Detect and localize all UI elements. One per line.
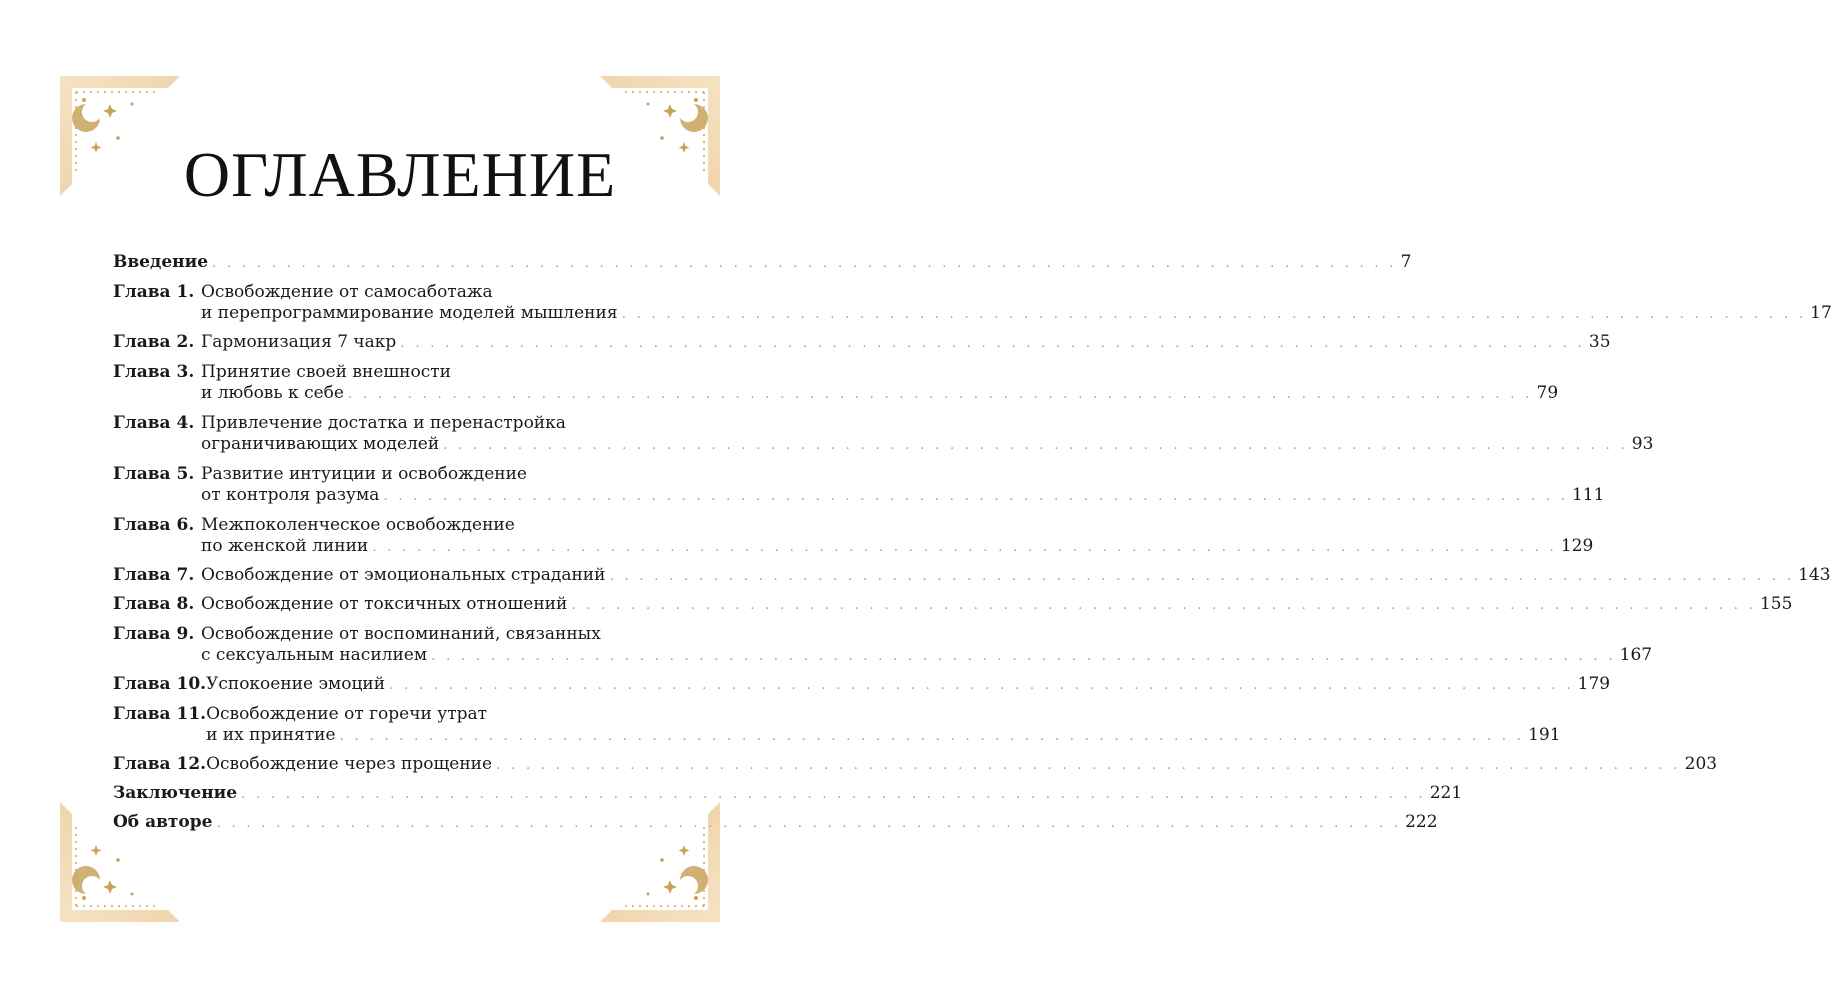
toc-entry-body xyxy=(201,515,1594,558)
leader-dots: . . . . . . . . . . . . . . . . . . . . . . . . . . . . . . . . . . . . . . . . . . . . . . . . . . . . . . . . . . . . . . . . . . . . . . . . . . . . . . . . xyxy=(609,568,1795,584)
toc-entry[interactable] xyxy=(113,812,1438,834)
toc-entry[interactable] xyxy=(113,624,1653,667)
toc-entry-body xyxy=(201,413,1654,456)
leader-dots: . . . . . . . . . . . . . . . . . . . . . . . . . . . . . . . . . . . . . . . . . . . . . . . . . . . . . . . . . . . . . . . . . . . . . . . . . . . . . . . . xyxy=(212,255,1397,271)
toc-entry[interactable] xyxy=(113,704,1561,747)
toc-entry-title-line: Освобождение от воспоминаний, связанных xyxy=(201,624,601,644)
toc-entry-body xyxy=(201,624,1653,667)
toc-page-number: 203 xyxy=(1684,754,1718,774)
toc-entry[interactable] xyxy=(113,282,1832,325)
toc-entry[interactable] xyxy=(113,783,1463,805)
toc-entry-title-line: Освобождение от самосаботажа xyxy=(201,282,493,302)
toc-page-number: 167 xyxy=(1619,645,1653,665)
toc-entry-label: Глава 12. xyxy=(113,754,207,774)
toc-entry[interactable] xyxy=(113,252,1412,274)
toc-page-number: 79 xyxy=(1536,383,1559,403)
leader-dots: . . . . . . . . . . . . . . . . . . . . . . . . . . . . . . . . . . . . . . . . . . . . . . . . . . . . . . . . . . . . . . . . . . . . . . . . . . . . . . . . xyxy=(621,306,1807,322)
toc-page-number: 143 xyxy=(1798,565,1831,585)
toc-entry-title-line: от контроля разума xyxy=(201,485,380,505)
toc-entry-title-line: с сексуальным насилием xyxy=(201,645,428,665)
toc-entry[interactable] xyxy=(113,332,1611,354)
leader-dots: . . . . . . . . . . . . . . . . . . . . . . . . . . . . . . . . . . . . . . . . . . . . . . . . . . . . . . . . . . . . . . . . . . . . . . . . . . . . . . . . xyxy=(496,757,1681,773)
page-title: ОГЛАВЛЕНИЕ xyxy=(183,139,617,210)
toc-entry-title-line: Освобождение через прощение xyxy=(206,754,493,774)
toc-entry-label: Глава 2. xyxy=(113,332,195,352)
toc-page-number: 129 xyxy=(1560,536,1594,556)
toc-entry-label: Глава 5. xyxy=(113,464,195,484)
leader-dots: . . . . . . . . . . . . . . . . . . . . . . . . . . . . . . . . . . . . . . . . . . . . . . . . . . . . . . . . . . . . . . . . . . . . . . . . . . . . . . . . xyxy=(389,677,1574,693)
toc-entry-label: Глава 8. xyxy=(113,594,195,614)
toc-entry-body xyxy=(206,754,1718,776)
toc-page-number: 191 xyxy=(1528,725,1561,745)
toc-entry-title-line: Освобождение от эмоциональных страданий xyxy=(201,565,606,585)
toc-entry-label: Глава 6. xyxy=(113,515,195,535)
toc-entry[interactable] xyxy=(113,464,1605,507)
leader-dots: . . . . . . . . . . . . . . . . . . . . . . . . . . . . . . . . . . . . . . . . . . . . . . . . . . . . . . . . . . . . . . . . . . . . . . . . . . . . . . . . xyxy=(347,386,1533,402)
leader-dots: . . . . . . . . . . . . . . . . . . . . . . . . . . . . . . . . . . . . . . . . . . . . . . . . . . . . . . . . . . . . . . . . . . . . . . . . . . . . . . . . xyxy=(339,728,1525,744)
toc-entry-title-line: Развитие интуиции и освобождение xyxy=(201,464,527,484)
leader-dots: . . . . . . . . . . . . . . . . . . . . . . . . . . . . . . . . . . . . . . . . . . . . . . . . . . . . . . . . . . . . . . . . . . . . . . . . . . . . . . . . xyxy=(383,488,1568,504)
toc-entry-label: Глава 7. xyxy=(113,565,195,585)
toc-entry[interactable] xyxy=(113,594,1793,616)
toc-entry-title-line: Освобождение от токсичных отношений xyxy=(201,594,568,614)
table-of-contents xyxy=(113,252,1832,834)
toc-entry[interactable] xyxy=(113,413,1654,456)
toc-entry-body xyxy=(201,594,1793,616)
toc-entry-title-line: по женской линии xyxy=(201,536,369,556)
toc-entry[interactable] xyxy=(113,515,1594,558)
toc-page-number: 93 xyxy=(1631,434,1654,454)
toc-page-number: 7 xyxy=(1400,252,1412,272)
toc-entry[interactable] xyxy=(113,362,1559,405)
toc-entry-body xyxy=(206,674,1611,696)
toc-entry-body xyxy=(201,464,1605,507)
leader-dots: . . . . . . . . . . . . . . . . . . . . . . . . . . . . . . . . . . . . . . . . . . . . . . . . . . . . . . . . . . . . . . . . . . . . . . . . . . . . . . . . xyxy=(571,597,1756,613)
leader-dots: . . . . . . . . . . . . . . . . . . . . . . . . . . . . . . . . . . . . . . . . . . . . . . . . . . . . . . . . . . . . . . . . . . . . . . . . . . . . . . . . xyxy=(431,648,1616,664)
toc-page-number: 155 xyxy=(1759,594,1793,614)
toc-page-number: 222 xyxy=(1405,812,1438,832)
leader-dots: . . . . . . . . . . . . . . . . . . . . . . . . . . . . . . . . . . . . . . . . . . . . . . . . . . . . . . . . . . . . . . . . . . . . . . . . . . . . . . . . xyxy=(216,815,1402,831)
toc-entry[interactable] xyxy=(113,674,1611,696)
toc-entry-label: Глава 4. xyxy=(113,413,195,433)
toc-entry-label: Глава 11. xyxy=(113,704,207,724)
toc-entry-body xyxy=(201,332,1611,354)
toc-entry-label: Глава 9. xyxy=(113,624,195,644)
toc-entry-title-line: и любовь к себе xyxy=(201,383,344,403)
toc-entry-title-line: Принятие своей внешности xyxy=(201,362,452,382)
toc-entry-body xyxy=(201,282,1832,325)
toc-entry-title-line: Межпоколенческое освобождение xyxy=(201,515,515,535)
toc-entry[interactable] xyxy=(113,754,1718,776)
leader-dots: . . . . . . . . . . . . . . . . . . . . . . . . . . . . . . . . . . . . . . . . . . . . . . . . . . . . . . . . . . . . . . . . . . . . . . . . . . . . . . . . xyxy=(241,786,1426,802)
toc-entry-body xyxy=(206,704,1561,747)
toc-page-number: 179 xyxy=(1577,674,1611,694)
toc-entry-title-line: Гармонизация 7 чакр xyxy=(201,332,397,352)
toc-page-number: 35 xyxy=(1588,332,1611,352)
toc-entry-title-line: Успокоение эмоций xyxy=(206,674,386,694)
toc-entry-title-line: и их принятие xyxy=(206,725,336,745)
toc-entry[interactable] xyxy=(113,565,1831,587)
toc-entry-label: Глава 1. xyxy=(113,282,195,302)
toc-entry-title-line: Привлечение достатка и перенастройка xyxy=(201,413,566,433)
leader-dots: . . . . . . . . . . . . . . . . . . . . . . . . . . . . . . . . . . . . . . . . . . . . . . . . . . . . . . . . . . . . . . . . . . . . . . . . . . . . . . . . xyxy=(443,437,1628,453)
toc-entry-title-line: Освобождение от горечи утрат xyxy=(206,704,488,724)
leader-dots: . . . . . . . . . . . . . . . . . . . . . . . . . . . . . . . . . . . . . . . . . . . . . . . . . . . . . . . . . . . . . . . . . . . . . . . . . . . . . . . . xyxy=(400,335,1585,351)
toc-page-number: 111 xyxy=(1571,485,1605,505)
toc-entry-label: Заключение xyxy=(113,783,238,803)
leader-dots: . . . . . . . . . . . . . . . . . . . . . . . . . . . . . . . . . . . . . . . . . . . . . . . . . . . . . . . . . . . . . . . . . . . . . . . . . . . . . . . . xyxy=(372,539,1557,555)
toc-entry-title-line: ограничивающих моделей xyxy=(201,434,440,454)
toc-entry-label: Глава 10. xyxy=(113,674,207,694)
toc-entry-label: Глава 3. xyxy=(113,362,195,382)
toc-entry-title-line: и перепрограммирование моделей мышления xyxy=(201,303,618,323)
toc-entry-label: Введение xyxy=(113,252,209,272)
toc-entry-label: Об авторе xyxy=(113,812,213,832)
toc-page-number: 17 xyxy=(1810,303,1832,323)
toc-page-number: 221 xyxy=(1429,783,1463,803)
toc-entry-body xyxy=(201,565,1831,587)
toc-entry-body xyxy=(201,362,1559,405)
